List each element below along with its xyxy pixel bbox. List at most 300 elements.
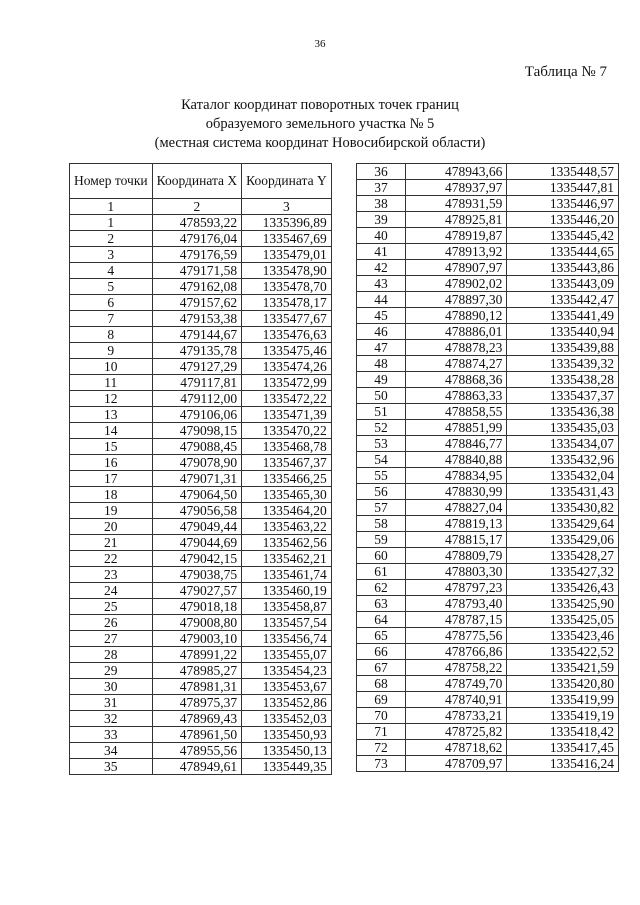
table-row: [357, 420, 619, 436]
coordinate-y-cell: 1335465,30: [242, 487, 332, 503]
table-row: [357, 340, 619, 356]
coordinate-x-cell: 479135,78: [152, 343, 242, 359]
coordinate-x-cell: 478907,97: [406, 260, 507, 276]
table-row: [70, 407, 332, 423]
coordinate-y-cell: 1335455,07: [242, 647, 332, 663]
point-number-cell: 56: [357, 484, 406, 500]
coordinate-y-cell: 1335430,82: [507, 500, 619, 516]
table-row: [70, 263, 332, 279]
coordinate-x-cell: 479117,81: [152, 375, 242, 391]
coordinate-x-cell: 478803,30: [406, 564, 507, 580]
coordinate-y-cell: 1335478,90: [242, 263, 332, 279]
index-cell: 2: [152, 199, 242, 215]
point-number-cell: 60: [357, 548, 406, 564]
point-number-cell: 7: [70, 311, 153, 327]
point-number-cell: 10: [70, 359, 153, 375]
point-number-cell: 69: [357, 692, 406, 708]
coordinate-x-cell: 478878,23: [406, 340, 507, 356]
coordinate-y-cell: 1335436,38: [507, 404, 619, 420]
point-number-cell: 49: [357, 372, 406, 388]
table-row: [357, 244, 619, 260]
coordinate-y-cell: 1335418,42: [507, 724, 619, 740]
caption-line-1: Каталог координат поворотных точек границ: [181, 97, 459, 113]
point-number-cell: 54: [357, 452, 406, 468]
coordinate-y-cell: 1335429,06: [507, 532, 619, 548]
table-row: [70, 375, 332, 391]
table-row: [70, 663, 332, 679]
point-number-cell: 42: [357, 260, 406, 276]
point-number-cell: 14: [70, 423, 153, 439]
coordinate-x-cell: 478868,36: [406, 372, 507, 388]
point-number-cell: 16: [70, 455, 153, 471]
table-row: [357, 308, 619, 324]
index-cell: 3: [242, 199, 332, 215]
table-row: [357, 740, 619, 756]
coordinate-y-cell: 1335458,87: [242, 599, 332, 615]
table-row: [357, 196, 619, 212]
table-row: [357, 692, 619, 708]
coordinate-y-cell: 1335437,37: [507, 388, 619, 404]
table-row: [70, 551, 332, 567]
table-row: [357, 596, 619, 612]
coordinate-y-cell: 1335467,37: [242, 455, 332, 471]
coordinate-x-cell: 478886,01: [406, 324, 507, 340]
coordinate-x-cell: 478809,79: [406, 548, 507, 564]
coordinate-x-cell: 478797,23: [406, 580, 507, 596]
caption-line-3: (местная система координат Новосибирской области): [154, 135, 486, 151]
point-number-cell: 13: [70, 407, 153, 423]
point-number-cell: 17: [70, 471, 153, 487]
table-label: Таблица № 7: [524, 64, 607, 80]
coordinate-y-cell: 1335468,78: [242, 439, 332, 455]
point-number-cell: 33: [70, 727, 153, 743]
coordinate-x-cell: 479042,15: [152, 551, 242, 567]
index-cell: 1: [70, 199, 153, 215]
coordinate-y-cell: 1335452,03: [242, 711, 332, 727]
point-number-cell: 67: [357, 660, 406, 676]
table-row: [357, 676, 619, 692]
point-number-cell: 5: [70, 279, 153, 295]
point-number-cell: 55: [357, 468, 406, 484]
point-number-cell: 62: [357, 580, 406, 596]
table-row: [70, 583, 332, 599]
coordinate-y-cell: 1335450,13: [242, 743, 332, 759]
point-number-cell: 4: [70, 263, 153, 279]
coordinate-x-cell: 478709,97: [406, 756, 507, 772]
table-row: [357, 372, 619, 388]
point-number-cell: 50: [357, 388, 406, 404]
coordinate-x-cell: 479144,67: [152, 327, 242, 343]
point-number-cell: 31: [70, 695, 153, 711]
point-number-cell: 21: [70, 535, 153, 551]
point-number-cell: 28: [70, 647, 153, 663]
coordinate-x-cell: 478919,87: [406, 228, 507, 244]
coordinates-table-right: [356, 163, 619, 772]
coordinate-y-cell: 1335438,28: [507, 372, 619, 388]
coordinate-y-cell: 1335478,70: [242, 279, 332, 295]
coordinate-y-cell: 1335456,74: [242, 631, 332, 647]
table-row: [70, 231, 332, 247]
table-row: [357, 500, 619, 516]
coordinate-y-cell: 1335417,45: [507, 740, 619, 756]
coordinate-y-cell: 1335441,49: [507, 308, 619, 324]
table-row: [357, 644, 619, 660]
point-number-cell: 53: [357, 436, 406, 452]
table-row: [70, 759, 332, 775]
table-row: [357, 260, 619, 276]
point-number-cell: 40: [357, 228, 406, 244]
point-number-cell: 20: [70, 519, 153, 535]
page-number: 36: [314, 38, 326, 50]
point-number-cell: 19: [70, 503, 153, 519]
point-number-cell: 3: [70, 247, 153, 263]
coordinate-x-cell: 478863,33: [406, 388, 507, 404]
coordinate-y-cell: 1335416,24: [507, 756, 619, 772]
coordinate-x-cell: 479008,80: [152, 615, 242, 631]
table-row: [70, 647, 332, 663]
point-number-cell: 45: [357, 308, 406, 324]
table-row: [357, 580, 619, 596]
coordinate-x-cell: 478725,82: [406, 724, 507, 740]
coordinate-x-cell: 478733,21: [406, 708, 507, 724]
point-number-cell: 51: [357, 404, 406, 420]
coordinate-y-cell: 1335420,80: [507, 676, 619, 692]
coordinate-x-cell: 479049,44: [152, 519, 242, 535]
coordinate-x-cell: 479018,18: [152, 599, 242, 615]
coordinate-x-cell: 478718,62: [406, 740, 507, 756]
coordinate-y-cell: 1335423,46: [507, 628, 619, 644]
coordinate-y-cell: 1335463,22: [242, 519, 332, 535]
point-number-cell: 23: [70, 567, 153, 583]
table-row: [357, 228, 619, 244]
point-number-cell: 37: [357, 180, 406, 196]
table-row: [357, 436, 619, 452]
point-number-cell: 64: [357, 612, 406, 628]
point-number-cell: 46: [357, 324, 406, 340]
point-number-cell: 2: [70, 231, 153, 247]
table-row: [70, 631, 332, 647]
point-number-cell: 35: [70, 759, 153, 775]
coordinates-table-left: [69, 163, 332, 775]
coordinate-y-cell: 1335474,26: [242, 359, 332, 375]
coordinate-y-cell: 1335419,99: [507, 692, 619, 708]
coordinate-x-cell: 479003,10: [152, 631, 242, 647]
coordinate-x-cell: 478943,66: [406, 164, 507, 180]
point-number-cell: 72: [357, 740, 406, 756]
coordinate-x-cell: 478991,22: [152, 647, 242, 663]
coordinate-y-cell: 1335396,89: [242, 215, 332, 231]
table-row: [357, 612, 619, 628]
coordinate-x-cell: 478819,13: [406, 516, 507, 532]
point-number-cell: 48: [357, 356, 406, 372]
coordinate-x-cell: 478931,59: [406, 196, 507, 212]
point-number-cell: 68: [357, 676, 406, 692]
point-number-cell: 58: [357, 516, 406, 532]
table-row: [70, 535, 332, 551]
coordinate-x-cell: 478815,17: [406, 532, 507, 548]
coordinate-y-cell: 1335462,21: [242, 551, 332, 567]
point-number-cell: 73: [357, 756, 406, 772]
point-number-cell: 61: [357, 564, 406, 580]
table-row: [70, 471, 332, 487]
table-row: [70, 247, 332, 263]
point-number-cell: 26: [70, 615, 153, 631]
coordinate-y-cell: 1335425,05: [507, 612, 619, 628]
point-number-cell: 65: [357, 628, 406, 644]
coordinate-y-cell: 1335470,22: [242, 423, 332, 439]
coordinate-x-cell: 478902,02: [406, 276, 507, 292]
point-number-cell: 36: [357, 164, 406, 180]
coordinate-x-cell: 479088,45: [152, 439, 242, 455]
coordinate-x-cell: 478961,50: [152, 727, 242, 743]
coordinate-x-cell: 479176,59: [152, 247, 242, 263]
point-number-cell: 43: [357, 276, 406, 292]
coordinate-x-cell: 479112,00: [152, 391, 242, 407]
table-row: [357, 388, 619, 404]
coordinate-x-cell: 479153,38: [152, 311, 242, 327]
header-point-number: Номер точки: [70, 164, 153, 199]
table-row: [70, 567, 332, 583]
table-row: [357, 404, 619, 420]
index-row: [70, 199, 332, 215]
table-row: [357, 548, 619, 564]
coordinate-y-cell: 1335428,27: [507, 548, 619, 564]
coordinate-y-cell: 1335442,47: [507, 292, 619, 308]
coordinate-y-cell: 1335447,81: [507, 180, 619, 196]
coordinate-x-cell: 479027,57: [152, 583, 242, 599]
coordinate-y-cell: 1335443,86: [507, 260, 619, 276]
point-number-cell: 24: [70, 583, 153, 599]
coordinate-y-cell: 1335457,54: [242, 615, 332, 631]
coordinate-x-cell: 478830,99: [406, 484, 507, 500]
coordinate-x-cell: 479176,04: [152, 231, 242, 247]
coordinate-x-cell: 478775,56: [406, 628, 507, 644]
point-number-cell: 66: [357, 644, 406, 660]
point-number-cell: 63: [357, 596, 406, 612]
table-row: [357, 660, 619, 676]
table-row: [357, 356, 619, 372]
table-row: [357, 708, 619, 724]
point-number-cell: 12: [70, 391, 153, 407]
table-row: [70, 711, 332, 727]
table-row: [70, 503, 332, 519]
point-number-cell: 8: [70, 327, 153, 343]
coordinate-x-cell: 479162,08: [152, 279, 242, 295]
coordinate-x-cell: 478749,70: [406, 676, 507, 692]
coordinate-y-cell: 1335450,93: [242, 727, 332, 743]
coordinate-y-cell: 1335448,57: [507, 164, 619, 180]
coordinate-y-cell: 1335434,07: [507, 436, 619, 452]
point-number-cell: 25: [70, 599, 153, 615]
coordinate-x-cell: 479106,06: [152, 407, 242, 423]
point-number-cell: 44: [357, 292, 406, 308]
table-row: [70, 679, 332, 695]
coordinate-y-cell: 1335452,86: [242, 695, 332, 711]
point-number-cell: 15: [70, 439, 153, 455]
point-number-cell: 18: [70, 487, 153, 503]
point-number-cell: 11: [70, 375, 153, 391]
point-number-cell: 41: [357, 244, 406, 260]
point-number-cell: 70: [357, 708, 406, 724]
point-number-cell: 47: [357, 340, 406, 356]
coordinate-y-cell: 1335429,64: [507, 516, 619, 532]
coordinate-y-cell: 1335479,01: [242, 247, 332, 263]
table-row: [70, 423, 332, 439]
coordinate-x-cell: 478890,12: [406, 308, 507, 324]
coordinate-y-cell: 1335446,97: [507, 196, 619, 212]
coordinate-x-cell: 478975,37: [152, 695, 242, 711]
table-row: [357, 324, 619, 340]
table-row: [357, 724, 619, 740]
point-number-cell: 22: [70, 551, 153, 567]
coordinate-y-cell: 1335432,04: [507, 468, 619, 484]
coordinate-y-cell: 1335466,25: [242, 471, 332, 487]
header-row: [70, 164, 332, 199]
coordinate-x-cell: 478858,55: [406, 404, 507, 420]
point-number-cell: 59: [357, 532, 406, 548]
table-row: [357, 180, 619, 196]
coordinate-x-cell: 478937,97: [406, 180, 507, 196]
coordinate-x-cell: 479171,58: [152, 263, 242, 279]
coordinate-x-cell: 478949,61: [152, 759, 242, 775]
table-row: [70, 615, 332, 631]
table-row: [70, 343, 332, 359]
table-row: [70, 327, 332, 343]
table-row: [357, 452, 619, 468]
coordinate-x-cell: 478787,15: [406, 612, 507, 628]
coordinate-y-cell: 1335460,19: [242, 583, 332, 599]
coordinate-x-cell: 478840,88: [406, 452, 507, 468]
coordinate-y-cell: 1335440,94: [507, 324, 619, 340]
coordinate-y-cell: 1335478,17: [242, 295, 332, 311]
coordinate-x-cell: 478593,22: [152, 215, 242, 231]
coordinate-x-cell: 478925,81: [406, 212, 507, 228]
coordinate-y-cell: 1335446,20: [507, 212, 619, 228]
coordinate-x-cell: 479127,29: [152, 359, 242, 375]
coordinate-y-cell: 1335453,67: [242, 679, 332, 695]
coordinate-y-cell: 1335435,03: [507, 420, 619, 436]
point-number-cell: 9: [70, 343, 153, 359]
coordinate-y-cell: 1335444,65: [507, 244, 619, 260]
coordinate-x-cell: 478846,77: [406, 436, 507, 452]
coordinate-x-cell: 479157,62: [152, 295, 242, 311]
table-row: [70, 455, 332, 471]
table-row: [70, 695, 332, 711]
coordinate-y-cell: 1335464,20: [242, 503, 332, 519]
point-number-cell: 6: [70, 295, 153, 311]
table-caption: [0, 96, 640, 153]
coordinate-y-cell: 1335462,56: [242, 535, 332, 551]
coordinate-y-cell: 1335431,43: [507, 484, 619, 500]
coordinate-x-cell: 479071,31: [152, 471, 242, 487]
coordinate-y-cell: 1335445,42: [507, 228, 619, 244]
coordinate-y-cell: 1335421,59: [507, 660, 619, 676]
table-row: [70, 311, 332, 327]
coordinate-y-cell: 1335439,88: [507, 340, 619, 356]
coordinate-x-cell: 478955,56: [152, 743, 242, 759]
coordinate-y-cell: 1335439,32: [507, 356, 619, 372]
point-number-cell: 32: [70, 711, 153, 727]
table-row: [70, 743, 332, 759]
table-row: [70, 359, 332, 375]
coordinate-y-cell: 1335443,09: [507, 276, 619, 292]
coordinate-y-cell: 1335472,22: [242, 391, 332, 407]
coordinate-x-cell: 478793,40: [406, 596, 507, 612]
coordinate-x-cell: 478766,86: [406, 644, 507, 660]
table-row: [357, 292, 619, 308]
coordinate-x-cell: 478985,27: [152, 663, 242, 679]
point-number-cell: 71: [357, 724, 406, 740]
point-number-cell: 30: [70, 679, 153, 695]
table-row: [357, 564, 619, 580]
coordinate-y-cell: 1335472,99: [242, 375, 332, 391]
table-row: [357, 628, 619, 644]
table-row: [70, 487, 332, 503]
coordinate-x-cell: 478740,91: [406, 692, 507, 708]
coordinate-x-cell: 479078,90: [152, 455, 242, 471]
coordinate-x-cell: 478981,31: [152, 679, 242, 695]
caption-line-2: образуемого земельного участка № 5: [205, 116, 435, 132]
table-row: [70, 279, 332, 295]
table-row: [70, 599, 332, 615]
coordinate-y-cell: 1335422,52: [507, 644, 619, 660]
coordinate-x-cell: 479038,75: [152, 567, 242, 583]
coordinate-y-cell: 1335425,90: [507, 596, 619, 612]
coordinate-x-cell: 478758,22: [406, 660, 507, 676]
table-row: [70, 295, 332, 311]
table-row: [357, 468, 619, 484]
coordinate-y-cell: 1335471,39: [242, 407, 332, 423]
table-row: [70, 519, 332, 535]
coordinate-x-cell: 479056,58: [152, 503, 242, 519]
table-row: [357, 164, 619, 180]
coordinate-y-cell: 1335467,69: [242, 231, 332, 247]
table-row: [357, 276, 619, 292]
coordinate-y-cell: 1335475,46: [242, 343, 332, 359]
coordinate-y-cell: 1335449,35: [242, 759, 332, 775]
coordinate-y-cell: 1335477,67: [242, 311, 332, 327]
coordinate-y-cell: 1335426,43: [507, 580, 619, 596]
table-row: [357, 756, 619, 772]
coordinate-y-cell: 1335454,23: [242, 663, 332, 679]
point-number-cell: 38: [357, 196, 406, 212]
point-number-cell: 29: [70, 663, 153, 679]
point-number-cell: 1: [70, 215, 153, 231]
coordinate-x-cell: 478969,43: [152, 711, 242, 727]
coordinate-x-cell: 479064,50: [152, 487, 242, 503]
coordinate-x-cell: 478897,30: [406, 292, 507, 308]
coordinate-y-cell: 1335419,19: [507, 708, 619, 724]
coordinate-x-cell: 478913,92: [406, 244, 507, 260]
table-row: [357, 212, 619, 228]
coordinate-y-cell: 1335427,32: [507, 564, 619, 580]
coordinate-x-cell: 479098,15: [152, 423, 242, 439]
coordinate-x-cell: 478827,04: [406, 500, 507, 516]
table-row: [357, 532, 619, 548]
point-number-cell: 39: [357, 212, 406, 228]
coordinate-y-cell: 1335476,63: [242, 327, 332, 343]
header-coordinate-x: Координата X: [152, 164, 242, 199]
coordinate-x-cell: 479044,69: [152, 535, 242, 551]
table-row: [357, 484, 619, 500]
header-coordinate-y: Координата Y: [242, 164, 332, 199]
coordinate-y-cell: 1335461,74: [242, 567, 332, 583]
table-row: [70, 391, 332, 407]
coordinate-x-cell: 478851,99: [406, 420, 507, 436]
point-number-cell: 34: [70, 743, 153, 759]
coordinate-y-cell: 1335432,96: [507, 452, 619, 468]
table-row: [70, 727, 332, 743]
